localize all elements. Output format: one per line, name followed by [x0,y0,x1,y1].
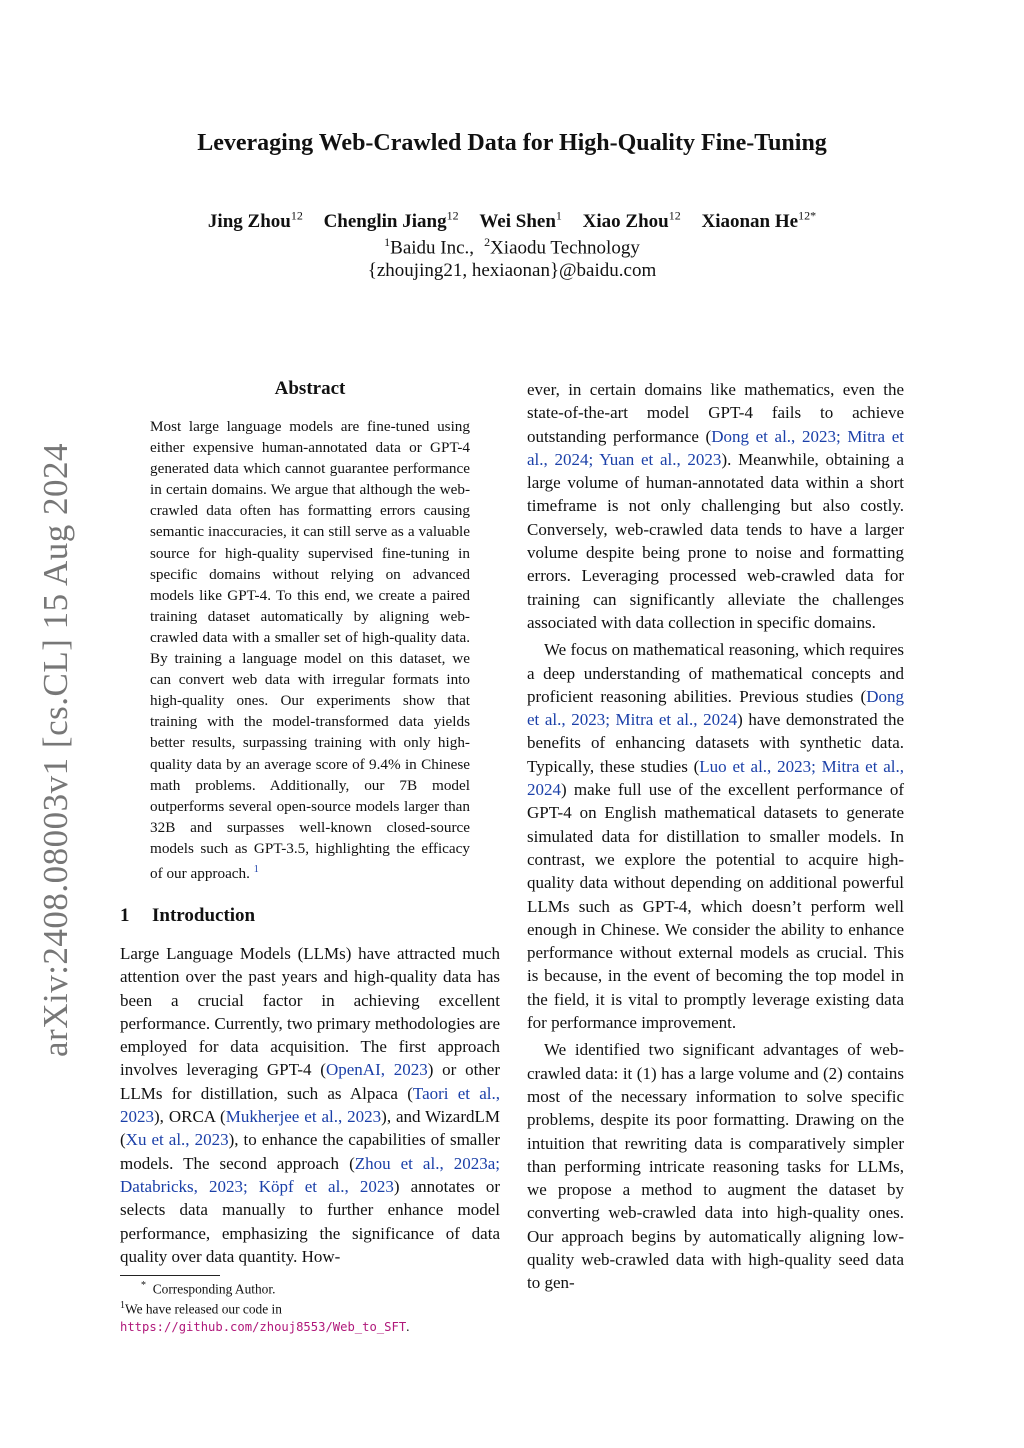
author: Xiaonan $He^{12*}$ [701,209,817,233]
body-paragraph: We identified two significant advantages of web-crawled data: it (1) has a large volume and (2) contains most of the necessary information to solve specific problems, despite its poor formatting. Drawing on the intuition that rewriting data is comparatively simpler than performing intricate reasoning tasks for LLMs, we propose a method to augment the dataset by converting web-crawled data into high-quality ones. Our approach begins by automatically aligning low-quality web-crawled data with high-quality seed data to gen- [527,1040,904,1293]
author-email: {zhoujing21, hexiaonan}@baidu.com [367,260,657,281]
citation-link[interactable]: Zhou et al., 2023a; Databricks, 2023; Köpf et al., 2023 [120,1153,500,1196]
citation-link[interactable]: Dong et al., 2023; Mitra et al., 2024; Yuan et al., 2023 [527,426,904,469]
citation-link[interactable]: Taori et al., 2023 [120,1083,500,1127]
affiliation: Baidu Inc., [390,237,475,259]
right-column [527,378,904,1295]
author-list [0,209,1024,233]
citation-link[interactable]: Xu et al., 2023 [125,1130,229,1150]
citation-link[interactable]: Mukherjee et al., 2023 [225,1107,382,1127]
author: Xiao Zhou$^{12}$ [582,209,681,233]
section-heading-introduction [120,905,255,927]
citation-link[interactable]: Dong et al., 2023; Mitra et al., 2024 [527,686,904,730]
section-title: Introduction [152,905,256,926]
footnote-code: $^1$We have released our code in https://github.com/zhouj8553/Web_to_SFT. [120,1300,410,1335]
citation-link[interactable]: OpenAI, 2023 [325,1060,428,1080]
affiliations: $^1$Baidu Inc., $^2$Xiaodu Technology [384,235,640,259]
paper-title: Leveraging Web-Crawled Data for High-Quality Fine-Tuning [197,130,827,156]
code-url-link[interactable]: https://github.com/zhouj8553/Web_to_SFT [120,1320,407,1335]
author: Wei Shen$^1$ [479,209,562,233]
author: Jing Zhou$^{12}$ [207,209,303,233]
introduction-paragraph: Large Language Models (LLMs) have attracted much attention over the past years and high-quality data has been a crucial factor in achieving excellent performance. Currently, two primary methodologies are employed for data acquisition. The first approach involves leveraging GPT-4 (OpenAI, 2023) or other LLMs for distillation, such as Alpaca (Taori et al., 2023), ORCA (Mukherjee et al., 2023), and WizardLM (Xu et al., 2023), to enhance the capabilities of smaller models. The second approach (Zhou et al., 2023a; Databricks, 2023; Köpf et al., 2023) annotates or selects data manually to further enhance model performance, emphasizing the significance of data quality over data quantity. How- [120,944,500,1266]
arxiv-sidebar [34,440,78,1060]
footnote-corresponding: * Corresponding Author. [141,1280,276,1297]
abstract-text: Most large language models are fine-tuned using either expensive human-annotated data or GPT-4 generated data which cannot guarantee performance in certain domains. We argue that although the web-crawled data often has formatting errors causing semantic inaccuracies, it can still serve as a valuable source for high-quality supervised fine-tuning in specific domains without relying on advanced models like GPT-4. To this end, we create a paired training dataset automatically by aligning web-crawled data with a smaller set of high-quality data. By training a language model on this dataset, we can convert web data with irregular formats into high-quality ones. Our experiments show that training with the model-transformed data yields better results, surpassing training with only high-quality data by an average score of 9.4% in Chinese math problems. Additionally, our 7B model outperforms several open-source models larger than 32B and surpasses well-known closed-source models such as GPT-3.5, highlighting the efficacy of our approach. $^1$ [150,418,470,883]
footnote-link[interactable]: 1 [253,863,259,875]
section-number: 1 [120,905,130,926]
arxiv-identifier: arXiv:2408.08003v1 [cs.CL] 15 Aug 2024 [36,443,76,1057]
abstract-heading: Abstract [274,378,346,399]
body-paragraph: ever, in certain domains like mathematics, even the state-of-the-art model GPT-4 fails to achieve outstanding performance (Dong et al., 2023; Mitra et al., 2024; Yuan et al., 2023). Meanwhile, obtaining a large volume of human-annotated data within a short timeframe is not only challenging but also costly. Conversely, web-crawled data tends to have a larger volume despite being prone to noise and formatting errors. Leveraging processed web-crawled data for training can significantly alleviate the challenges associated with data collection in specific domains. [527,380,904,632]
author: Chenglin Jiang$^{12}$ [323,209,459,233]
citation-link[interactable]: Luo et al., 2023; Mitra et al., 2024 [527,756,904,800]
body-paragraph: We focus on mathematical reasoning, which requires a deep understanding of mathematical concepts and proficient reasoning abilities. Previous studies (Dong et al., 2023; Mitra et al., 2024) have demonstrated the benefits of enhancing datasets with synthetic data. Typically, these studies (Luo et al., 2023; Mitra et al., 2024) make full use of the excellent performance of GPT-4 on English mathematical datasets to generate simulated data for distillation to smaller models. In contrast, we explore the potential to acquire high-quality data without depending on additional powerful LLMs such as GPT-4, which doesn’t perform well enough in Chinese. We consider the ability to enhance performance without external models as crucial. This is because, in the event of becoming the top model in the field, it is vital to promptly leverage existing data for performance improvement. [527,640,904,1033]
footnote-divider [120,1275,220,1276]
affiliation: Xiaodu Technology [490,237,640,259]
